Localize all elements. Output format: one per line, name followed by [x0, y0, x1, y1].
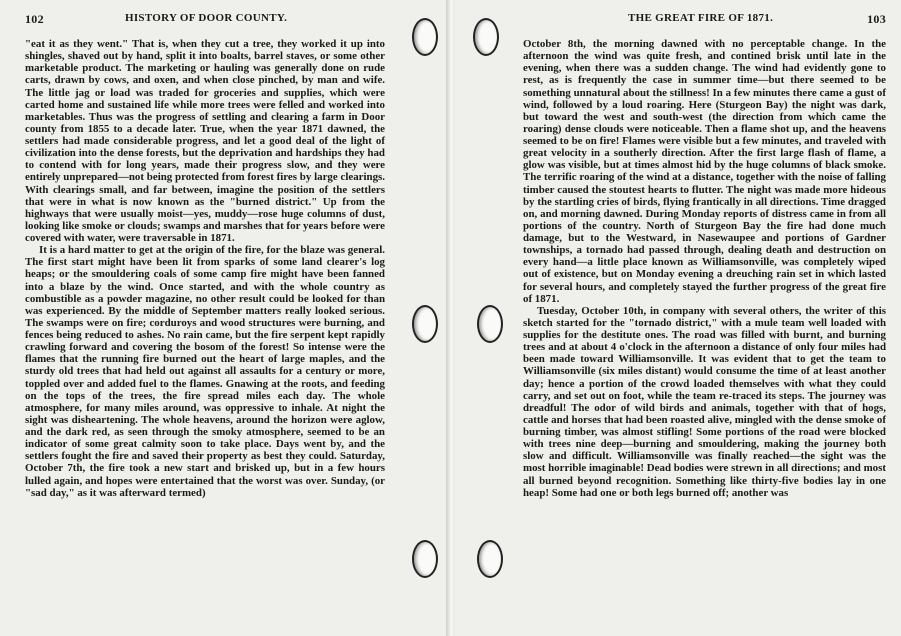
binder-hole	[477, 540, 503, 578]
left-paragraph-1: "eat it as they went." That is, when they cut a tree, they worked it up into shingles, shaved out by hand, split it into boalts, barrel staves, or some other marketable product. The marketing or hauling was generally done on rude carts, drawn by cows, and oxen, and when close pinched, by man and wife. The little jag or load was traded for groceries and supplies, which were carted home and sustained life while more trees were felled and worked into marketables. Thus was the progress of settling and clearing a farm in Door county from 1855 to a decade later. True, when the year 1871 dawned, the settlers had made considerable progress, and let a good deal of the light of civilization into the dense forests, but the deprivation and hardships they had to contend with for long years, made their progress slow, and they were entirely unprepared—not being protected from forest fires by large clearings. With clearings small, and far between, imagine the position of the settlers that were in what is now known as the "burned district." Up from the highways that were usually moist—yes, muddy—rose huge columns of dust, looking like smoke or clouds; swamps and marshes that for years before were covered with water, were traversable in 1871.	[25, 38, 385, 244]
binder-hole	[412, 305, 438, 343]
left-body-text	[25, 38, 385, 499]
left-page-number: 102	[25, 12, 44, 26]
left-page	[0, 0, 450, 636]
left-paragraph-2: It is a hard matter to get at the origin of the fire, for the blaze was general. The first start might have been lit from sparks of some land clearer's log heaps; or the smouldering coals of some camp fire might have been fanned into a blaze by the wind. Once started, and with the whole country as combustible as a powder magazine, no other result could be looked for than was experienced. By the middle of September matters really looked serious. The swamps were on fire; corduroys and wood structures were burning, and fences being reduced to ashes. No rain came, but the fire serpent kept rapidly crawling forward and covering the bosom of the forest! So intense were the flames that the running fire burned out the heart of large maples, and the sturdy old trees that had held out against all assaults for a century or more, toppled over and added fuel to the flames. Gnawing at the roots, and feeding on the tops of the trees, the fire spread miles each day. The whole atmosphere, for many miles around, was oppressive to inhale. At night the sight was disheartening. The whole heavens, around the horizon were aglow, and the dark red, as seen through the smoky atmosphere, seemed to be an indicator of some great calmity soon to take place. Days went by, and the settlers fought the fire and saved their property as best they could. Saturday, October 7th, the fire took a new start and brisked up, but in a few hours lulled again, and hopes were entertained that the worst was over. Sunday, (or "sad day," as it was afterward termed)	[25, 244, 385, 499]
binder-hole	[473, 18, 499, 56]
binder-hole	[477, 305, 503, 343]
right-body-text	[523, 38, 886, 499]
left-header	[25, 12, 385, 27]
right-page-number: 103	[867, 12, 886, 26]
binder-hole	[412, 18, 438, 56]
right-paragraph-1: October 8th, the morning dawned with no perceptable change. In the afternoon the wind was quite fresh, and contined brisk until late in the evening, when there was a sudden change. The wind had evidently gone to rest, as is frequently the case in summer time—but there seemed to be something unnatural about the stillness! In a few minutes there came a gust of wind, followed by a loud roaring. Here (Sturgeon Bay) the night was dark, but toward the west and south-west (the direction from which came the roaring) dense clouds were noticeable. Then a flame shot up, and the heavens seemed to be on fire! Flames were visible but a few minutes, and traveled with great velocity in a southerly direction. After the first large flash of flame, a glow was visible, but at times almost hid by the huge columns of black smoke. The terrific roaring of the wind at a distance, together with the noise of falling timber caused the stoutest hearts to flutter. The night was made more hideous by the startling cries of birds, flying frantically in all directions. Time dragged on, and morning dawned. During Monday reports of distress came in from all portions of the country. North of Sturgeon Bay the fire had done much damage, but to the Westward, in Nasewaupee and portions of Gardner townships, a tornado had passed through, dealing death and destruction on every hand—a little place known as Williamsonville, was completely wiped out of existence, but on Monday evening a dreuching rain set in which lasted for several hours, and completely stayed the further progress of the great fire of 1871.	[523, 38, 886, 305]
binder-hole	[412, 540, 438, 578]
right-paragraph-2: Tuesday, October 10th, in company with several others, the writer of this sketch started for the "tornado district," with a mule team well loaded with supplies for the destitute ones. The road was filled with burnt, and burning trees and at about 4 o'clock in the afternoon a distance of only four miles had been made toward Williamsonville. It was evident that to get the team to Williamsonville (six miles distant) would consume the time of at least another day; hence a portion of the crowd loaded themselves with what they could carry, and set out on foot, while the team re-traced its steps. The journey was dreadful! The odor of wild birds and animals, together with that of hogs, cattle and horses that had been roasted alive, mingled with the dense smoke of burning timber, was almost stifling! Some portions of the road were blocked with trees nine deep—burning and smouldering, making the journey both slow and difficult. Williamsonville was finally reached—the sight was the most horrible imaginable! Dead bodies were strewn in all directions; and most all burned beyond recognition. Something like thirty-five bodies lay in one heap! Some had one or both legs burned off; another was	[523, 304, 886, 499]
left-running-head: HISTORY OF DOOR COUNTY.	[125, 12, 288, 24]
right-page	[455, 0, 901, 636]
right-running-head: THE GREAT FIRE OF 1871.	[628, 12, 774, 24]
